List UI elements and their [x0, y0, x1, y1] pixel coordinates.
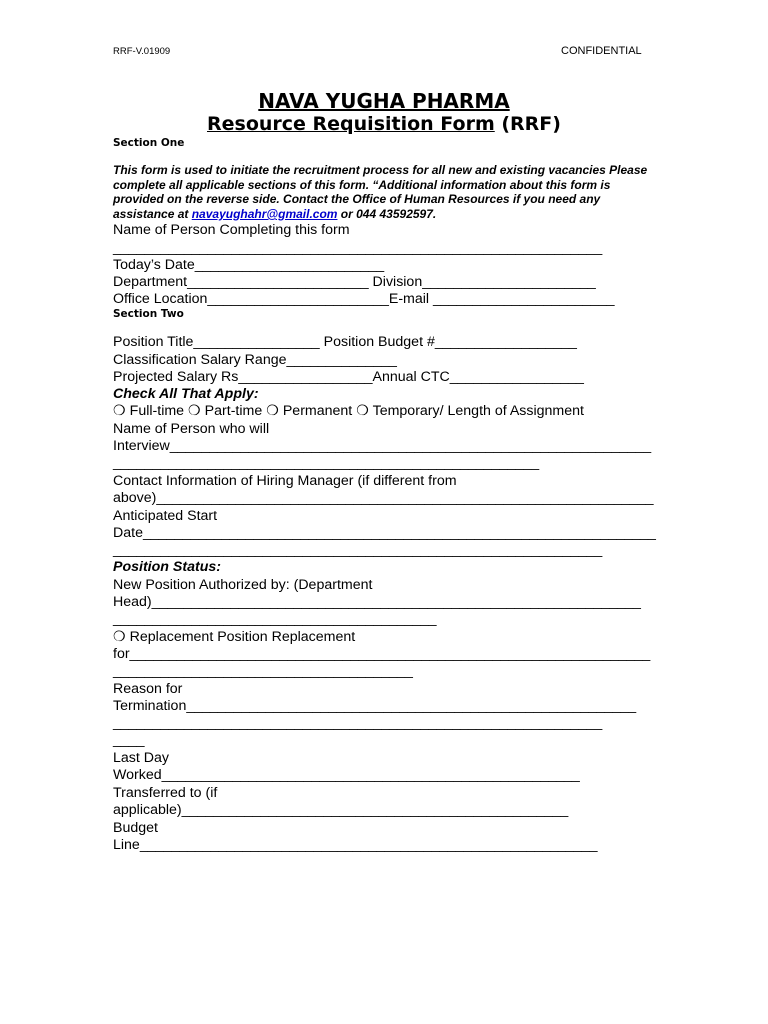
section-one-heading: Section One — [113, 137, 185, 149]
form-abbr: (RRF) — [494, 113, 561, 135]
position-title-field[interactable]: Position Title________________ Position Budget #__________________ — [113, 334, 577, 350]
new-position-field[interactable]: Head)______________________________________________________________ — [113, 594, 641, 610]
form-name: Resource Requisition Form — [207, 113, 495, 135]
interviewer-field[interactable]: Interview_____________________________________________________________ — [113, 438, 652, 454]
termination-label: Reason for — [113, 681, 183, 697]
temporary-option[interactable]: ❍ Temporary/ Length of Assignment — [356, 403, 584, 419]
hr-email-link[interactable]: navayughahr@gmail.com — [191, 206, 338, 221]
name-completing-line[interactable]: ______________________________________________________________ — [113, 240, 603, 256]
start-date-label: Anticipated Start — [113, 508, 218, 524]
new-position-line[interactable]: _________________________________________ — [113, 611, 437, 627]
form-code: RRF-V.01909 — [113, 46, 171, 57]
form-title — [0, 113, 768, 135]
projected-salary-field[interactable]: Projected Salary Rs_________________Annual CTC_________________ — [113, 369, 584, 385]
hiring-manager-field[interactable]: above)_______________________________________________________________ — [113, 490, 654, 506]
section-two-heading: Section Two — [113, 308, 184, 320]
budget-line-field[interactable]: Line__________________________________________________________ — [113, 837, 598, 853]
office-email-field[interactable]: Office Location_______________________E-mail _______________________ — [113, 291, 615, 307]
start-date-line[interactable]: ______________________________________________________________ — [113, 542, 603, 558]
transferred-label: Transferred to (if — [113, 785, 218, 801]
permanent-option[interactable]: ❍ Permanent — [266, 403, 353, 419]
termination-line-end[interactable]: ____ — [113, 732, 145, 748]
salary-range-field[interactable]: Classification Salary Range______________ — [113, 352, 397, 368]
termination-field[interactable]: Termination_________________________________________________________ — [113, 698, 637, 714]
transferred-field[interactable]: applicable)_________________________________________________ — [113, 802, 569, 818]
replacement-field[interactable]: for__________________________________________________________________ — [113, 646, 651, 662]
hiring-manager-label: Contact Information of Hiring Manager (if different from — [113, 473, 457, 489]
check-all-heading: Check All That Apply: — [113, 386, 259, 402]
position-status-heading: Position Status: — [113, 559, 221, 575]
replacement-line[interactable]: ______________________________________ — [113, 663, 413, 679]
last-day-label: Last Day — [113, 750, 169, 766]
new-position-label: New Position Authorized by: (Department — [113, 577, 373, 593]
intro-paragraph — [113, 163, 658, 221]
last-day-field[interactable]: Worked_____________________________________________________ — [113, 767, 580, 783]
confidential-label: CONFIDENTIAL — [561, 45, 642, 57]
interviewer-line[interactable]: ______________________________________________________ — [113, 455, 540, 471]
intro-text-2: or 044 43592597. — [337, 206, 437, 221]
replacement-option[interactable]: ❍ Replacement Position Replacement — [113, 629, 356, 645]
termination-line[interactable]: ______________________________________________________________ — [113, 715, 603, 731]
interviewer-label: Name of Person who will — [113, 421, 270, 437]
company-title: NAVA YUGHA PHARMA — [258, 89, 510, 113]
intro-text-1: This form is used to initiate the recruitment process for all new and existing vacancies Please complete all applicable sections of this form. “Additional information about this form is provided on the reverse side. Contact the Office of Human Resources if you need any assistance at — [113, 163, 648, 221]
employment-type-options — [113, 403, 584, 419]
department-division-field[interactable]: Department_______________________ Division______________________ — [113, 274, 596, 290]
budget-label: Budget — [113, 820, 158, 836]
start-date-field[interactable]: Date_________________________________________________________________ — [113, 525, 656, 541]
todays-date-field[interactable]: Today’s Date________________________ — [113, 257, 385, 273]
full-time-option[interactable]: ❍ Full-time — [113, 403, 185, 419]
part-time-option[interactable]: ❍ Part-time — [188, 403, 263, 419]
name-completing-label: Name of Person Completing this form — [113, 222, 350, 238]
